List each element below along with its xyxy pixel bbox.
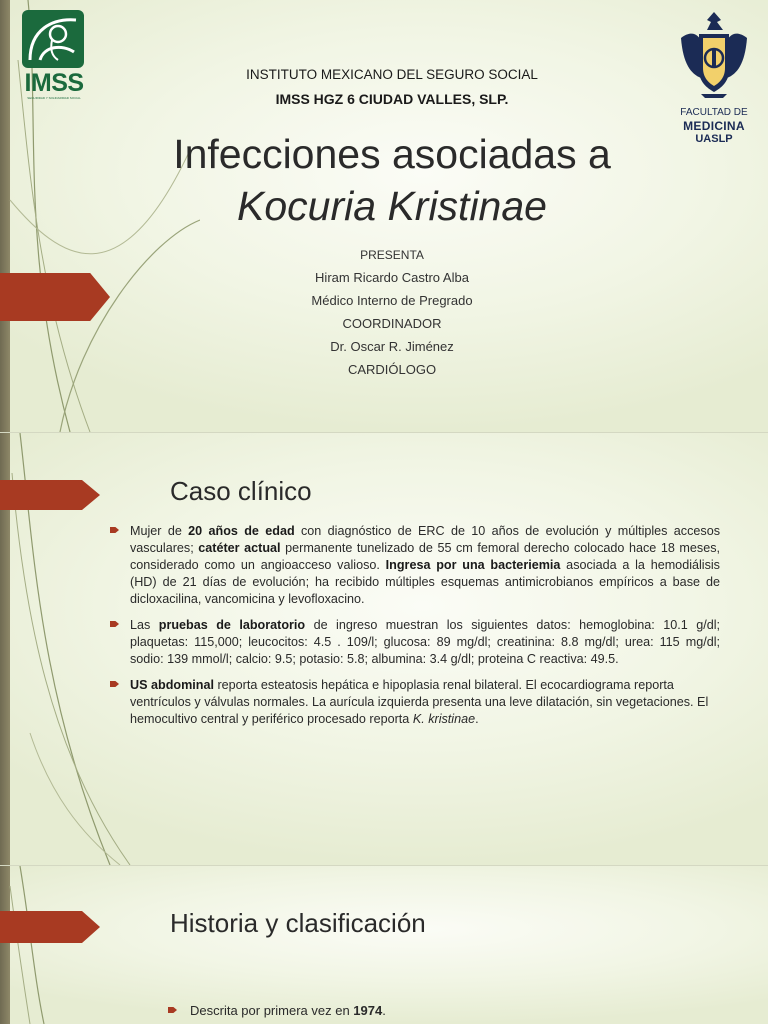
slide-heading: Caso clínico: [170, 476, 312, 506]
uaslp-line2: MEDICINA: [683, 119, 745, 133]
left-band: [0, 866, 10, 1024]
imss-logo: [18, 10, 90, 105]
bullet-arrow-icon: [168, 1007, 177, 1013]
imss-wordmark: IMSS: [24, 69, 84, 97]
list-item: Las pruebas de laboratorio de ingreso muestran los siguientes datos: hemoglobina: 10.1 g/dl; plaquetas: 115,000; leucocitos: 4.5 . 109/l; glucosa: 89 mg/dl; creatinina: 8.8 mg/dl; urea: 115 mg/dl; sodio: 139 mmol/l; calcio: 9.5; potasio: 5.8; albumina: 3.4 g/dl; proteina C reactiva: 49.5.: [108, 617, 720, 668]
hospital-name: IMSS HGZ 6 CIUDAD VALLES, SLP.: [275, 91, 509, 107]
uaslp-line1: FACULTAD DE: [680, 107, 748, 118]
credit-presenter: Hiram Ricardo Castro Alba: [315, 270, 469, 285]
imss-tagline: SEGURIDAD Y SOLIDARIDAD SOCIAL: [27, 96, 81, 100]
history-slide: [0, 866, 768, 1024]
list-item: US abdominal reporta esteatosis hepática e hipoplasia renal bilateral. El ecocardiograma reporta ventrículos y válvulas normales. La aurícula izquierda presenta una leve dilatación, sin vegetaciones. El hemocultivo central y periférico procesado reporta K. kristinae.: [108, 677, 720, 728]
credit-presenter-role: Médico Interno de Pregrado: [311, 293, 473, 308]
case-slide: [0, 433, 768, 865]
uaslp-logo: [672, 8, 756, 148]
bullet-arrow-icon: [110, 527, 119, 533]
uaslp-eagle-icon: [677, 8, 751, 100]
bullet-arrow-icon: [110, 681, 119, 687]
credit-coordinator-role: CARDIÓLOGO: [347, 362, 437, 377]
uaslp-line3: UASLP: [695, 133, 733, 145]
institution-name: INSTITUTO MEXICANO DEL SEGURO SOCIAL: [246, 67, 538, 82]
heading-arrow-tab: [0, 911, 100, 943]
list-item: Descrita por primera vez en 1974.: [168, 1003, 728, 1018]
credit-coordinador: COORDINADOR: [342, 316, 442, 331]
list-item: Mujer de 20 años de edad con diagnóstico de ERC de 10 años de evolución y múltiples accesos vasculares; catéter actual permanente tunelizado de 55 cm femoral derecho colocado hace 18 meses, considerado como un angioacceso valioso. Ingresa por una bacteriemia asociada a la hemodiálisis (HD) de 21 días de evolución; ha recibido múltiples esquemas antimicrobianos empíricos a base de dicloxacilina, vancomicina y levofloxacino.: [108, 523, 720, 608]
imss-emblem-icon: [22, 10, 84, 68]
title-line-1: Infecciones asociadas a: [173, 131, 611, 177]
credit-coordinator: Dr. Oscar R. Jiménez: [330, 339, 454, 354]
case-bullet-list: [108, 523, 720, 737]
swoosh-decoration: [0, 866, 120, 1024]
title-slide: [0, 0, 768, 432]
slide-heading: Historia y clasificación: [170, 908, 426, 938]
title-line-2: Kocuria Kristinae: [237, 183, 547, 229]
left-band: [0, 0, 10, 432]
credit-presenta: PRESENTA: [360, 248, 424, 262]
heading-arrow-tab: [0, 480, 100, 510]
bullet-arrow-icon: [110, 621, 119, 627]
title-arrow-tab: [0, 273, 110, 321]
